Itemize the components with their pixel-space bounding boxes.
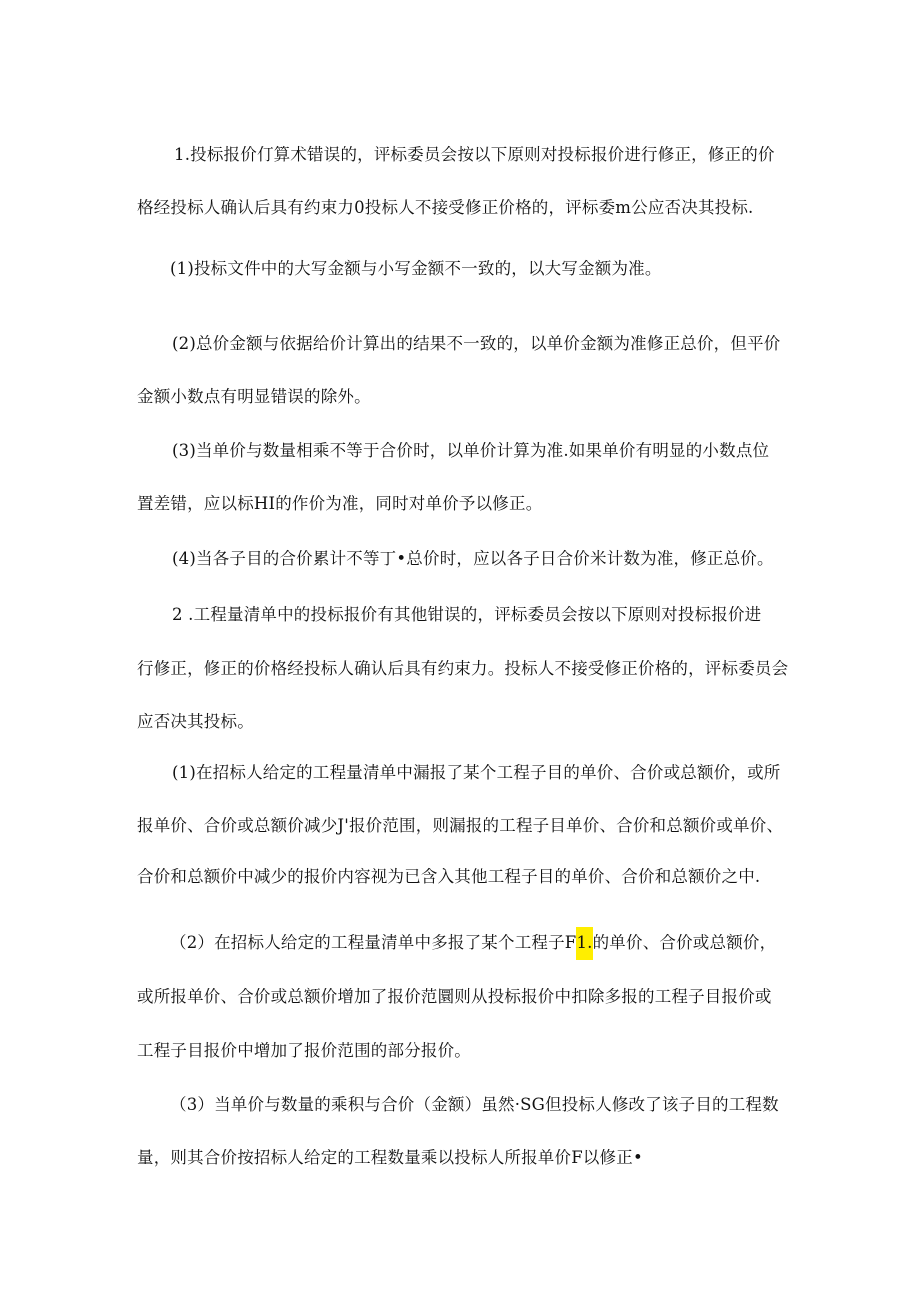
item-2-1-line-1: (1)在招标人给定的工程量清单中漏报了某个工程子目的单价、合价或总额价，或所 [172, 763, 781, 782]
item-1-2-line-2: 金额小数点有明显错误的除外。 [137, 387, 371, 406]
paragraph-2-line-1: 2 .工程量清单中的投标报价有其他钳误的，评标委员会按以下原则对投标报价进 [172, 605, 762, 624]
item-2-2-line-1-text-a: （2）在招标人给定的工程量清单中多报了某个工程子F [170, 933, 577, 952]
item-2-3-line-1: （3）当单价与数量的乘积与合价（金额）虽然·SG但投标人修改了该子目的工程数 [170, 1095, 779, 1114]
item-2-1-line-3: 合价和总额价中减少的报价内容视为已含入其他工程子目的单价、合价和总额价之中. [137, 867, 761, 886]
item-2-2-line-1-text-b: 的单价、合价或总额价， [592, 933, 777, 952]
item-1-3-line-2: 置差错，应以标HI的作价为准，同时对单价予以修正。 [137, 494, 543, 513]
item-2-2-line-3: 工程子目报价中增加了报价范围的部分报价。 [137, 1041, 471, 1060]
paragraph-1-line-2: 格经投标人确认后具有约束力0投标人不接受修正价格的，评标委m公应否决其投标. [137, 198, 754, 217]
item-2-2-line-2: 或所报单价、合价或总额价增加了报价范圜则从投标报价中扣除多报的工程子目报价或 [137, 987, 772, 1006]
item-1-4-line-1: (4)当各子目的合价累计不等丁•总价时，应以各子日合价米计数为准，修正总价。 [172, 549, 774, 568]
paragraph-2-line-2: 行修正，修正的价格经投标人确认后具有约束力。投标人不接受修正价格的，评标委员会 [137, 659, 789, 678]
item-2-1-line-2: 报单价、合价或总额价减少J'报价范围，则漏报的工程子目单价、合价和总额价或单价、 [137, 816, 784, 835]
paragraph-1-line-1: 1.投标报价仃算术错误的，评标委员会按以下原则对投标报价进行修正，修正的价 [174, 145, 775, 164]
item-1-1-line-1: (1)投标文件中的大写金额与小写金额不一致的，以大写金额为准。 [170, 259, 662, 278]
item-1-3-line-1: (3)当单价与数量相乘不等于合价时，以单价计算为准.如果单价有明显的小数点位 [172, 441, 770, 460]
item-2-2-line-1 [170, 932, 776, 954]
item-2-3-line-2: 量，则其合价按招标人给定的工程数量乘以投标人所报单价F以修正• [137, 1148, 643, 1167]
paragraph-2-line-3: 应否决其投标。 [137, 712, 254, 731]
highlighted-text: 1. [576, 927, 592, 960]
item-1-2-line-1: (2)总价金额与依据给价计算出的结果不一致的，以单价金额为准修正总价，但平价 [172, 334, 781, 353]
